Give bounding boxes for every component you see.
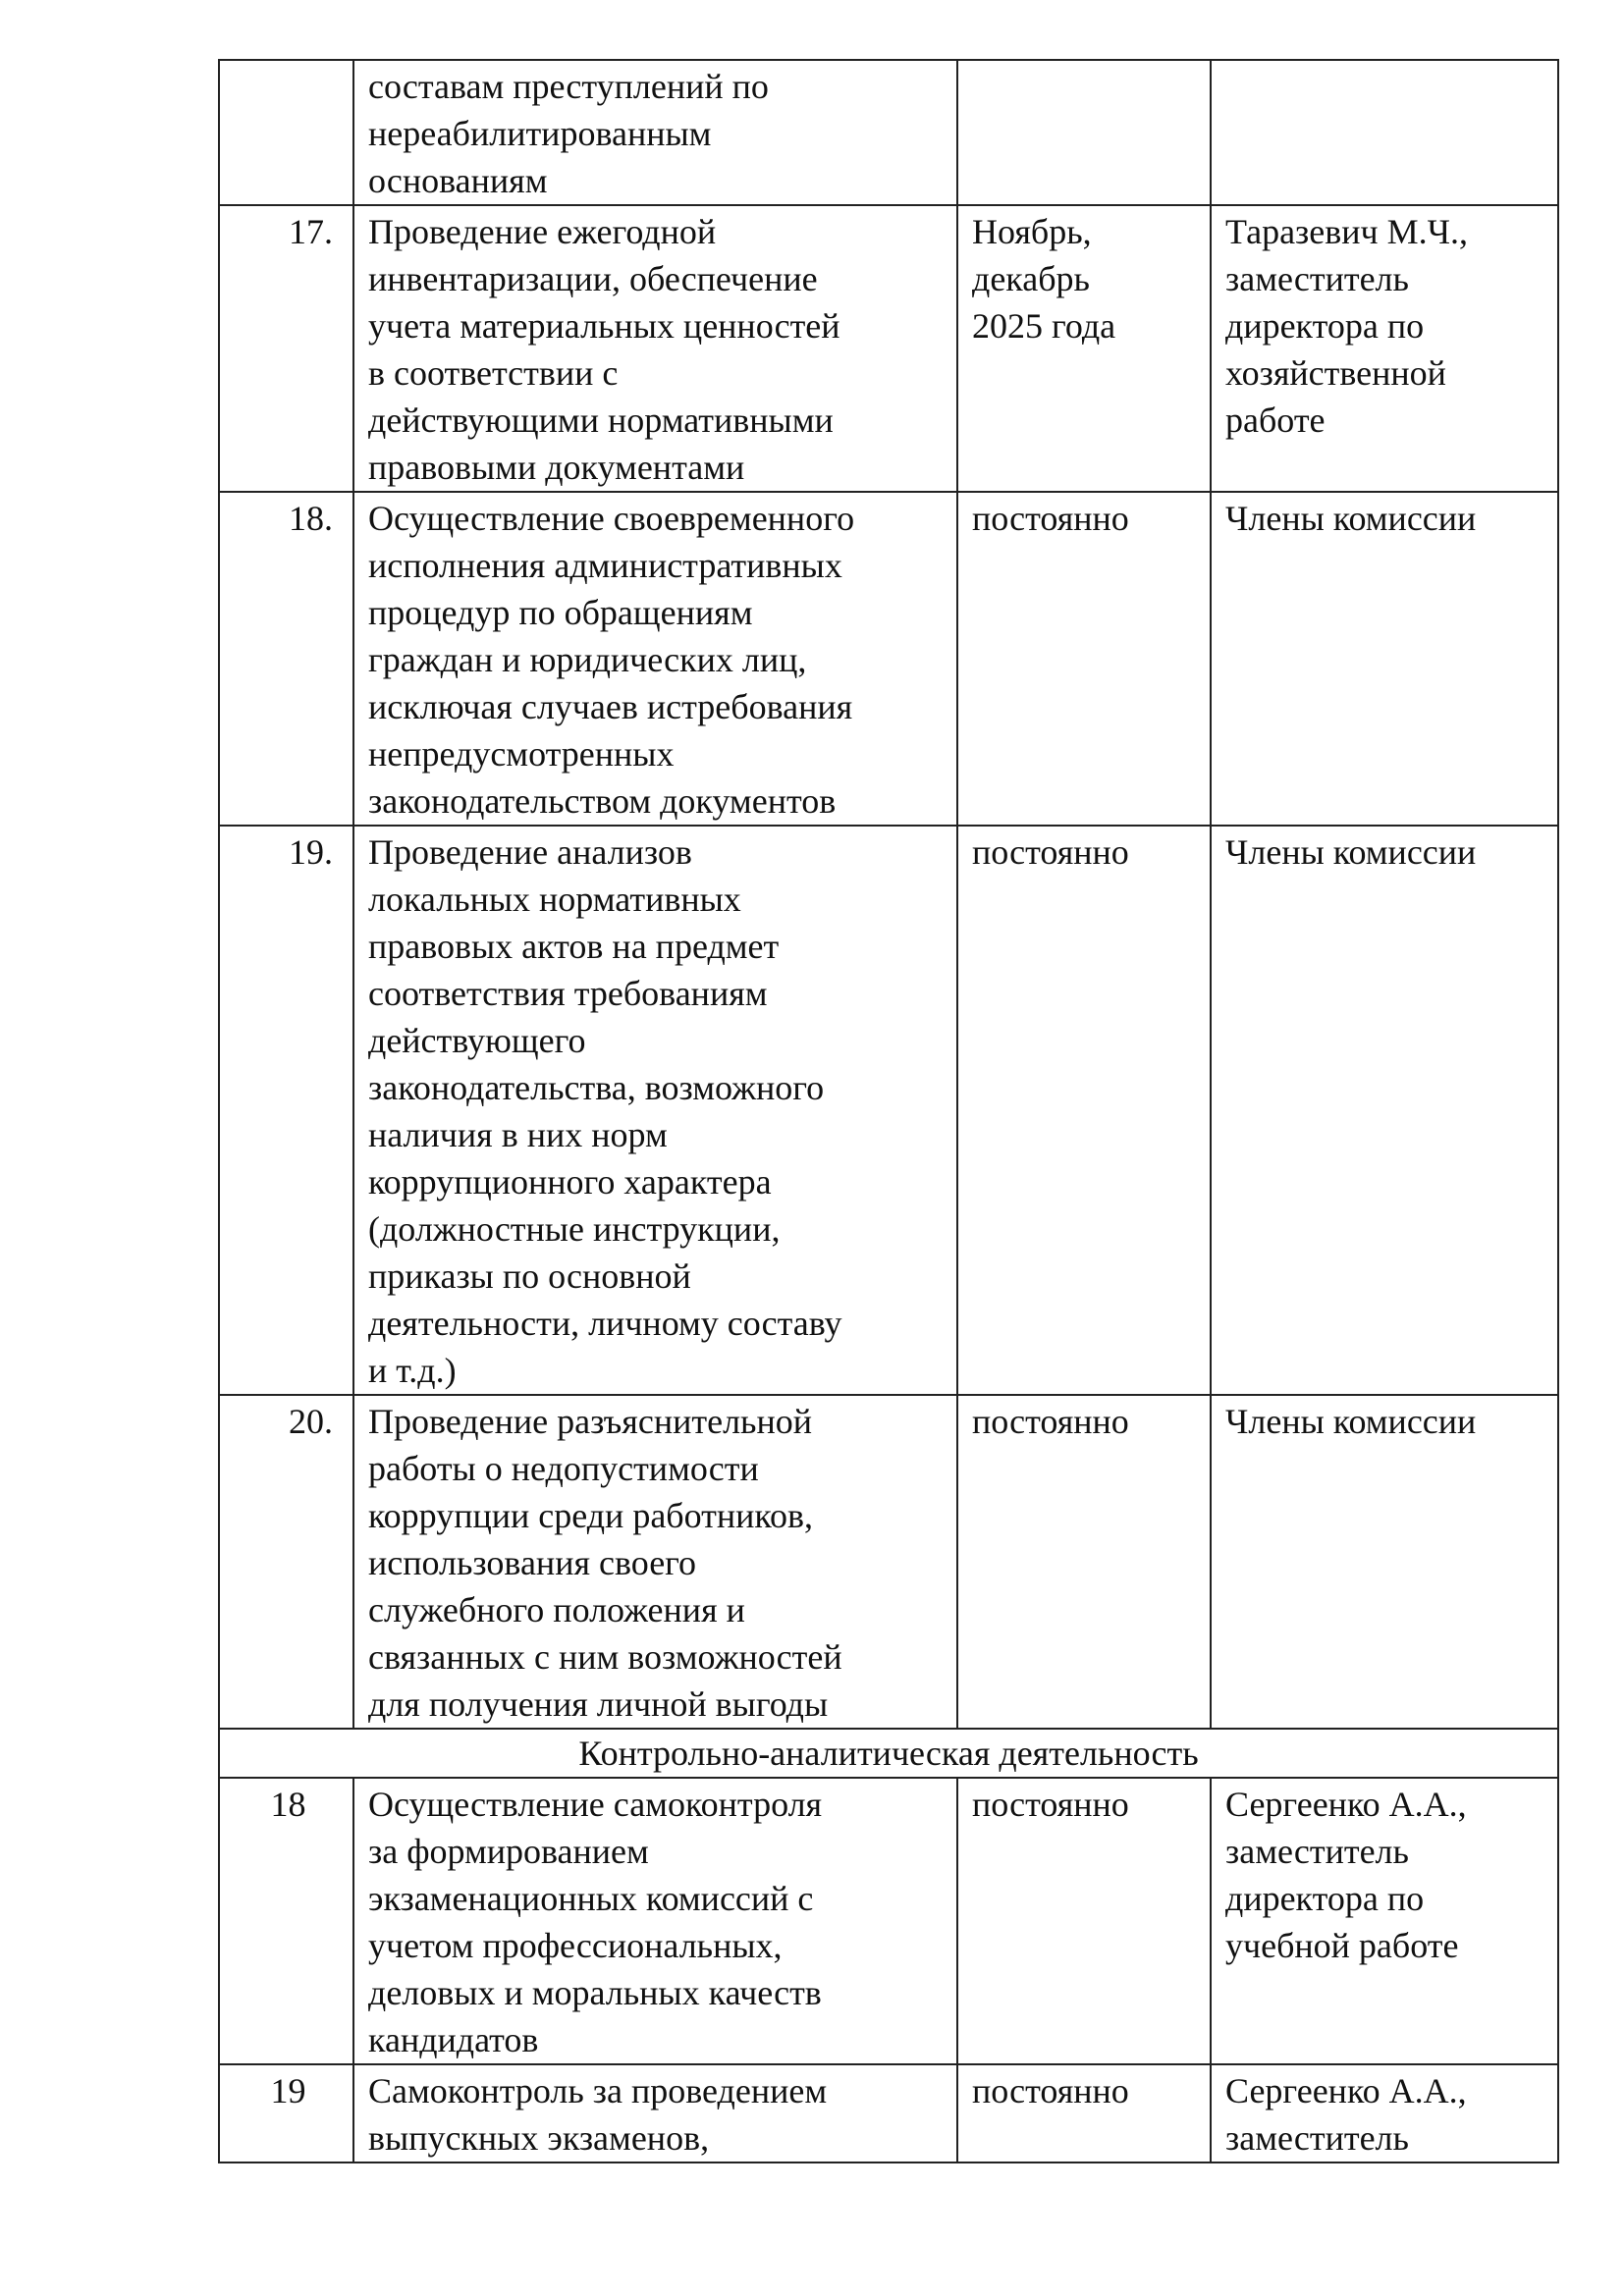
measure-responsible: Сергеенко А.А., заместитель bbox=[1211, 2064, 1558, 2163]
measure-responsible: Члены комиссии bbox=[1211, 826, 1558, 1395]
measure-term: постоянно bbox=[957, 1778, 1211, 2064]
measure-term: постоянно bbox=[957, 1395, 1211, 1729]
table-row bbox=[219, 1778, 1558, 2064]
measure-description: Проведение разъяснительной работы о недопустимости коррупции среди работников, использования своего служебного положения и связанных с ним возможностей для получения личной выгоды bbox=[353, 1395, 957, 1729]
table-row bbox=[219, 1395, 1558, 1729]
row-number: 18. bbox=[219, 492, 353, 826]
measure-description: Самоконтроль за проведением выпускных экзаменов, bbox=[353, 2064, 957, 2163]
table-row bbox=[219, 205, 1558, 492]
row-number bbox=[219, 60, 353, 205]
measure-responsible: Члены комиссии bbox=[1211, 1395, 1558, 1729]
section-title: Контрольно-аналитическая деятельность bbox=[219, 1729, 1558, 1778]
measure-responsible bbox=[1211, 60, 1558, 205]
measure-description: Проведение ежегодной инвентаризации, обеспечение учета материальных ценностей в соответствии с действующими нормативными правовыми документами bbox=[353, 205, 957, 492]
table-row bbox=[219, 492, 1558, 826]
measures-table bbox=[218, 59, 1559, 2163]
section-row bbox=[219, 1729, 1558, 1778]
measure-responsible: Члены комиссии bbox=[1211, 492, 1558, 826]
row-number: 19. bbox=[219, 826, 353, 1395]
row-number: 17. bbox=[219, 205, 353, 492]
measure-term: постоянно bbox=[957, 492, 1211, 826]
measure-responsible: Сергеенко А.А., заместитель директора по учебной работе bbox=[1211, 1778, 1558, 2064]
measure-term: постоянно bbox=[957, 2064, 1211, 2163]
measure-term: Ноябрь, декабрь 2025 года bbox=[957, 205, 1211, 492]
table-row bbox=[219, 826, 1558, 1395]
table-row bbox=[219, 60, 1558, 205]
row-number: 19 bbox=[219, 2064, 353, 2163]
measure-term bbox=[957, 60, 1211, 205]
measure-description: Проведение анализов локальных нормативных правовых актов на предмет соответствия требованиям действующего законодательства, возможного наличия в них норм коррупционного характера (должностные инструкции, приказы по основной деятельности, личному составу и т.д.) bbox=[353, 826, 957, 1395]
measure-description: Осуществление самоконтроля за формированием экзаменационных комиссий с учетом профессиональных, деловых и моральных качеств кандидатов bbox=[353, 1778, 957, 2064]
measure-responsible: Таразевич М.Ч., заместитель директора по хозяйственной работе bbox=[1211, 205, 1558, 492]
row-number: 20. bbox=[219, 1395, 353, 1729]
measure-description: Осуществление своевременного исполнения административных процедур по обращениям граждан и юридических лиц, исключая случаев истребования непредусмотренных законодательством документов bbox=[353, 492, 957, 826]
row-number: 18 bbox=[219, 1778, 353, 2064]
measure-description: составам преступлений по нереабилитированным основаниям bbox=[353, 60, 957, 205]
measure-term: постоянно bbox=[957, 826, 1211, 1395]
table-row bbox=[219, 2064, 1558, 2163]
measures-table-body bbox=[219, 60, 1558, 2163]
